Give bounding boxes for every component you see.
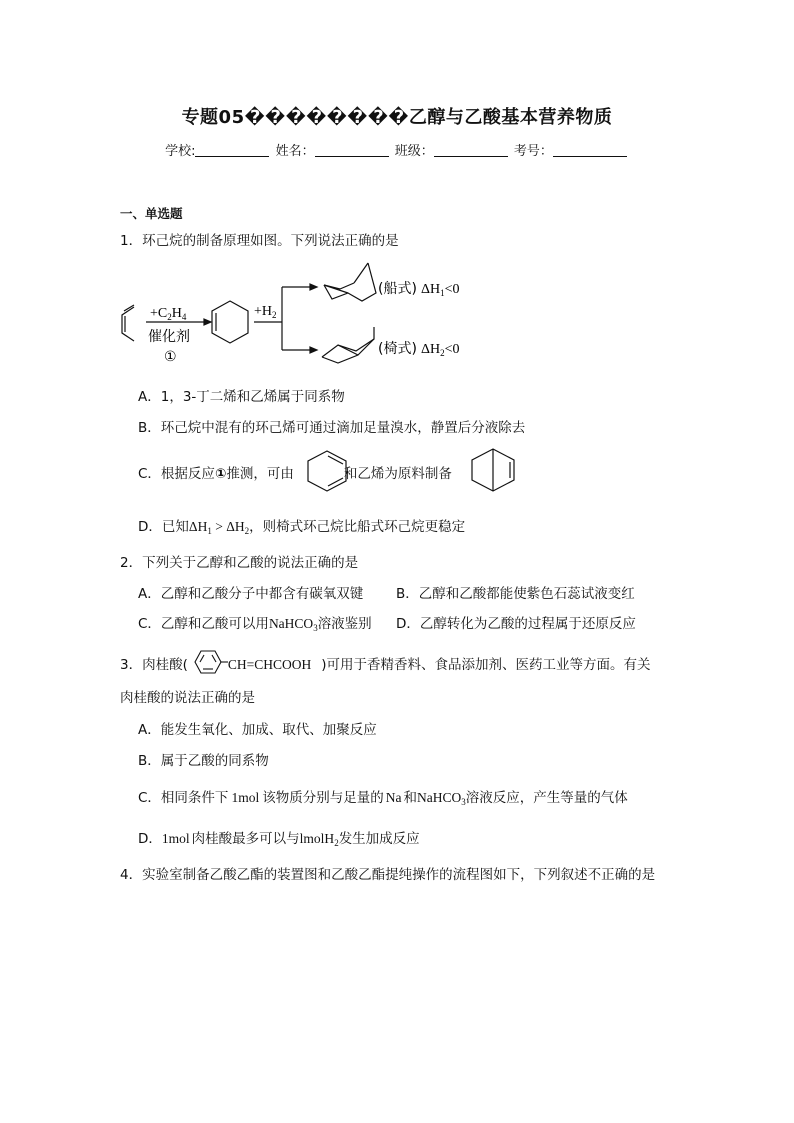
q3-d-post: 发生加成反应 (338, 831, 420, 847)
q3-c-and: 和 (403, 790, 417, 806)
q3-option-d[interactable] (138, 827, 420, 848)
q1-option-d[interactable] (138, 515, 465, 536)
step-mark: ① (164, 349, 177, 365)
catalyst-label: 催化剂 (148, 329, 190, 345)
benzene-ring-structure (187, 647, 229, 677)
name-blank[interactable] (315, 143, 389, 157)
q3-d-h2: lmolH$_2$ (299, 831, 339, 848)
q3-c-pre: C．相同条件下 (138, 790, 229, 806)
q3-stem-post: )可用于香精香料、食品添加剂、医药工业等方面。有关 (321, 657, 651, 673)
school-blank[interactable] (195, 143, 269, 157)
school-label: 学校: (165, 144, 196, 159)
q3-c-mid: 该物质分别与足量的 (262, 790, 384, 806)
q1-d-post: ，则椅式环己烷比船式环己烷更稳定 (249, 519, 466, 535)
section-heading: 一、单选题 (120, 206, 183, 221)
q3-c-amount: 1mol (231, 790, 260, 805)
page-title: 专题05��������乙醇与乙酸基本营养物质 (181, 107, 613, 128)
bicyclooctene-structure (466, 447, 520, 493)
q3-option-b[interactable]: B．属于乙酸的同系物 (138, 753, 269, 769)
q1-option-a[interactable]: A．1，3-丁二烯和乙烯属于同系物 (138, 389, 345, 405)
number-label: 考号： (513, 144, 553, 159)
q2-c-post: 溶液鉴别 (317, 616, 372, 632)
q1-d-pre: D．已知 (138, 519, 189, 535)
q3-c-chem: NaHCO$_3$ (416, 790, 466, 807)
q1-d-gt: > (211, 519, 227, 534)
q3-c-na: Na (385, 790, 402, 805)
class-blank[interactable] (434, 143, 508, 157)
q2-stem: 2．下列关于乙醇和乙酸的说法正确的是 (120, 555, 359, 571)
q1-d-dh1: $\Delta H_1$ (188, 519, 212, 536)
q3-stem-line2: 肉桂酸的说法正确的是 (120, 690, 255, 706)
reagent-c2h4: $+C_2H_4$ (150, 306, 187, 322)
q2-c-pre: C．乙醇和乙酸可以用 (138, 616, 269, 632)
number-blank[interactable] (553, 143, 627, 157)
q3-d-mid: 肉桂酸最多可以与 (191, 831, 300, 847)
boat-cyclohexane (324, 263, 376, 301)
boat-label: (船式) $\Delta H_1<0$ (378, 281, 460, 298)
q1-c-pre: C．根据反应 (138, 466, 215, 482)
q4-stem: 4．实验室制备乙酸乙酯的装置图和乙酸乙酯提纯操作的流程图如下，下列叙述不正确的是 (120, 867, 656, 883)
q3-d-pre: D． (138, 831, 162, 847)
reagent-h2: $+H_2$ (254, 304, 277, 320)
q3-c-post: 溶液反应，产生等量的气体 (465, 790, 628, 806)
q2-option-a[interactable]: A．乙醇和乙酸分子中都含有碳氧双键 (138, 586, 364, 602)
q3-stem-pre: 3．肉桂酸( (120, 657, 188, 673)
butadiene-structure (122, 305, 134, 341)
student-info-fields (0, 140, 794, 159)
q3-d-amount: 1mol (161, 831, 190, 846)
cinnamic-acid-formula: CH=CHCOOH (227, 657, 312, 672)
q1-c-mid: 推测，可由 (226, 466, 294, 482)
cyclohexadiene-structure (302, 449, 352, 493)
q2-option-b[interactable]: B．乙醇和乙酸都能使紫色石蕊试液变红 (396, 586, 635, 602)
q1-c-post: 和乙烯为原料制备 (343, 466, 452, 482)
q1-c-mark: ① (214, 466, 227, 482)
q1-d-dh2: $\Delta H_2$ (226, 519, 250, 536)
q2-c-chem: NaHCO$_3$ (268, 616, 318, 633)
chair-label: (椅式) $\Delta H_2<0$ (378, 341, 460, 358)
q1-stem: 1．环己烷的制备原理如图。下列说法正确的是 (120, 233, 399, 249)
chair-cyclohexane (322, 327, 374, 363)
q2-option-d[interactable]: D．乙醇转化为乙酸的过程属于还原反应 (396, 616, 636, 632)
q3-option-c[interactable] (138, 786, 628, 807)
cyclohexene-structure (212, 301, 248, 343)
q1-reaction-scheme (112, 255, 512, 375)
q3-option-a[interactable]: A．能发生氧化、加成、取代、加聚反应 (138, 722, 377, 738)
class-label: 班级： (394, 144, 434, 159)
q2-option-c[interactable] (138, 612, 372, 633)
q1-option-b[interactable]: B．环己烷中混有的环己烯可通过滴加足量溴水，静置后分液除去 (138, 420, 526, 436)
q1-option-c[interactable] (138, 462, 452, 482)
name-label: 姓名： (275, 144, 315, 159)
